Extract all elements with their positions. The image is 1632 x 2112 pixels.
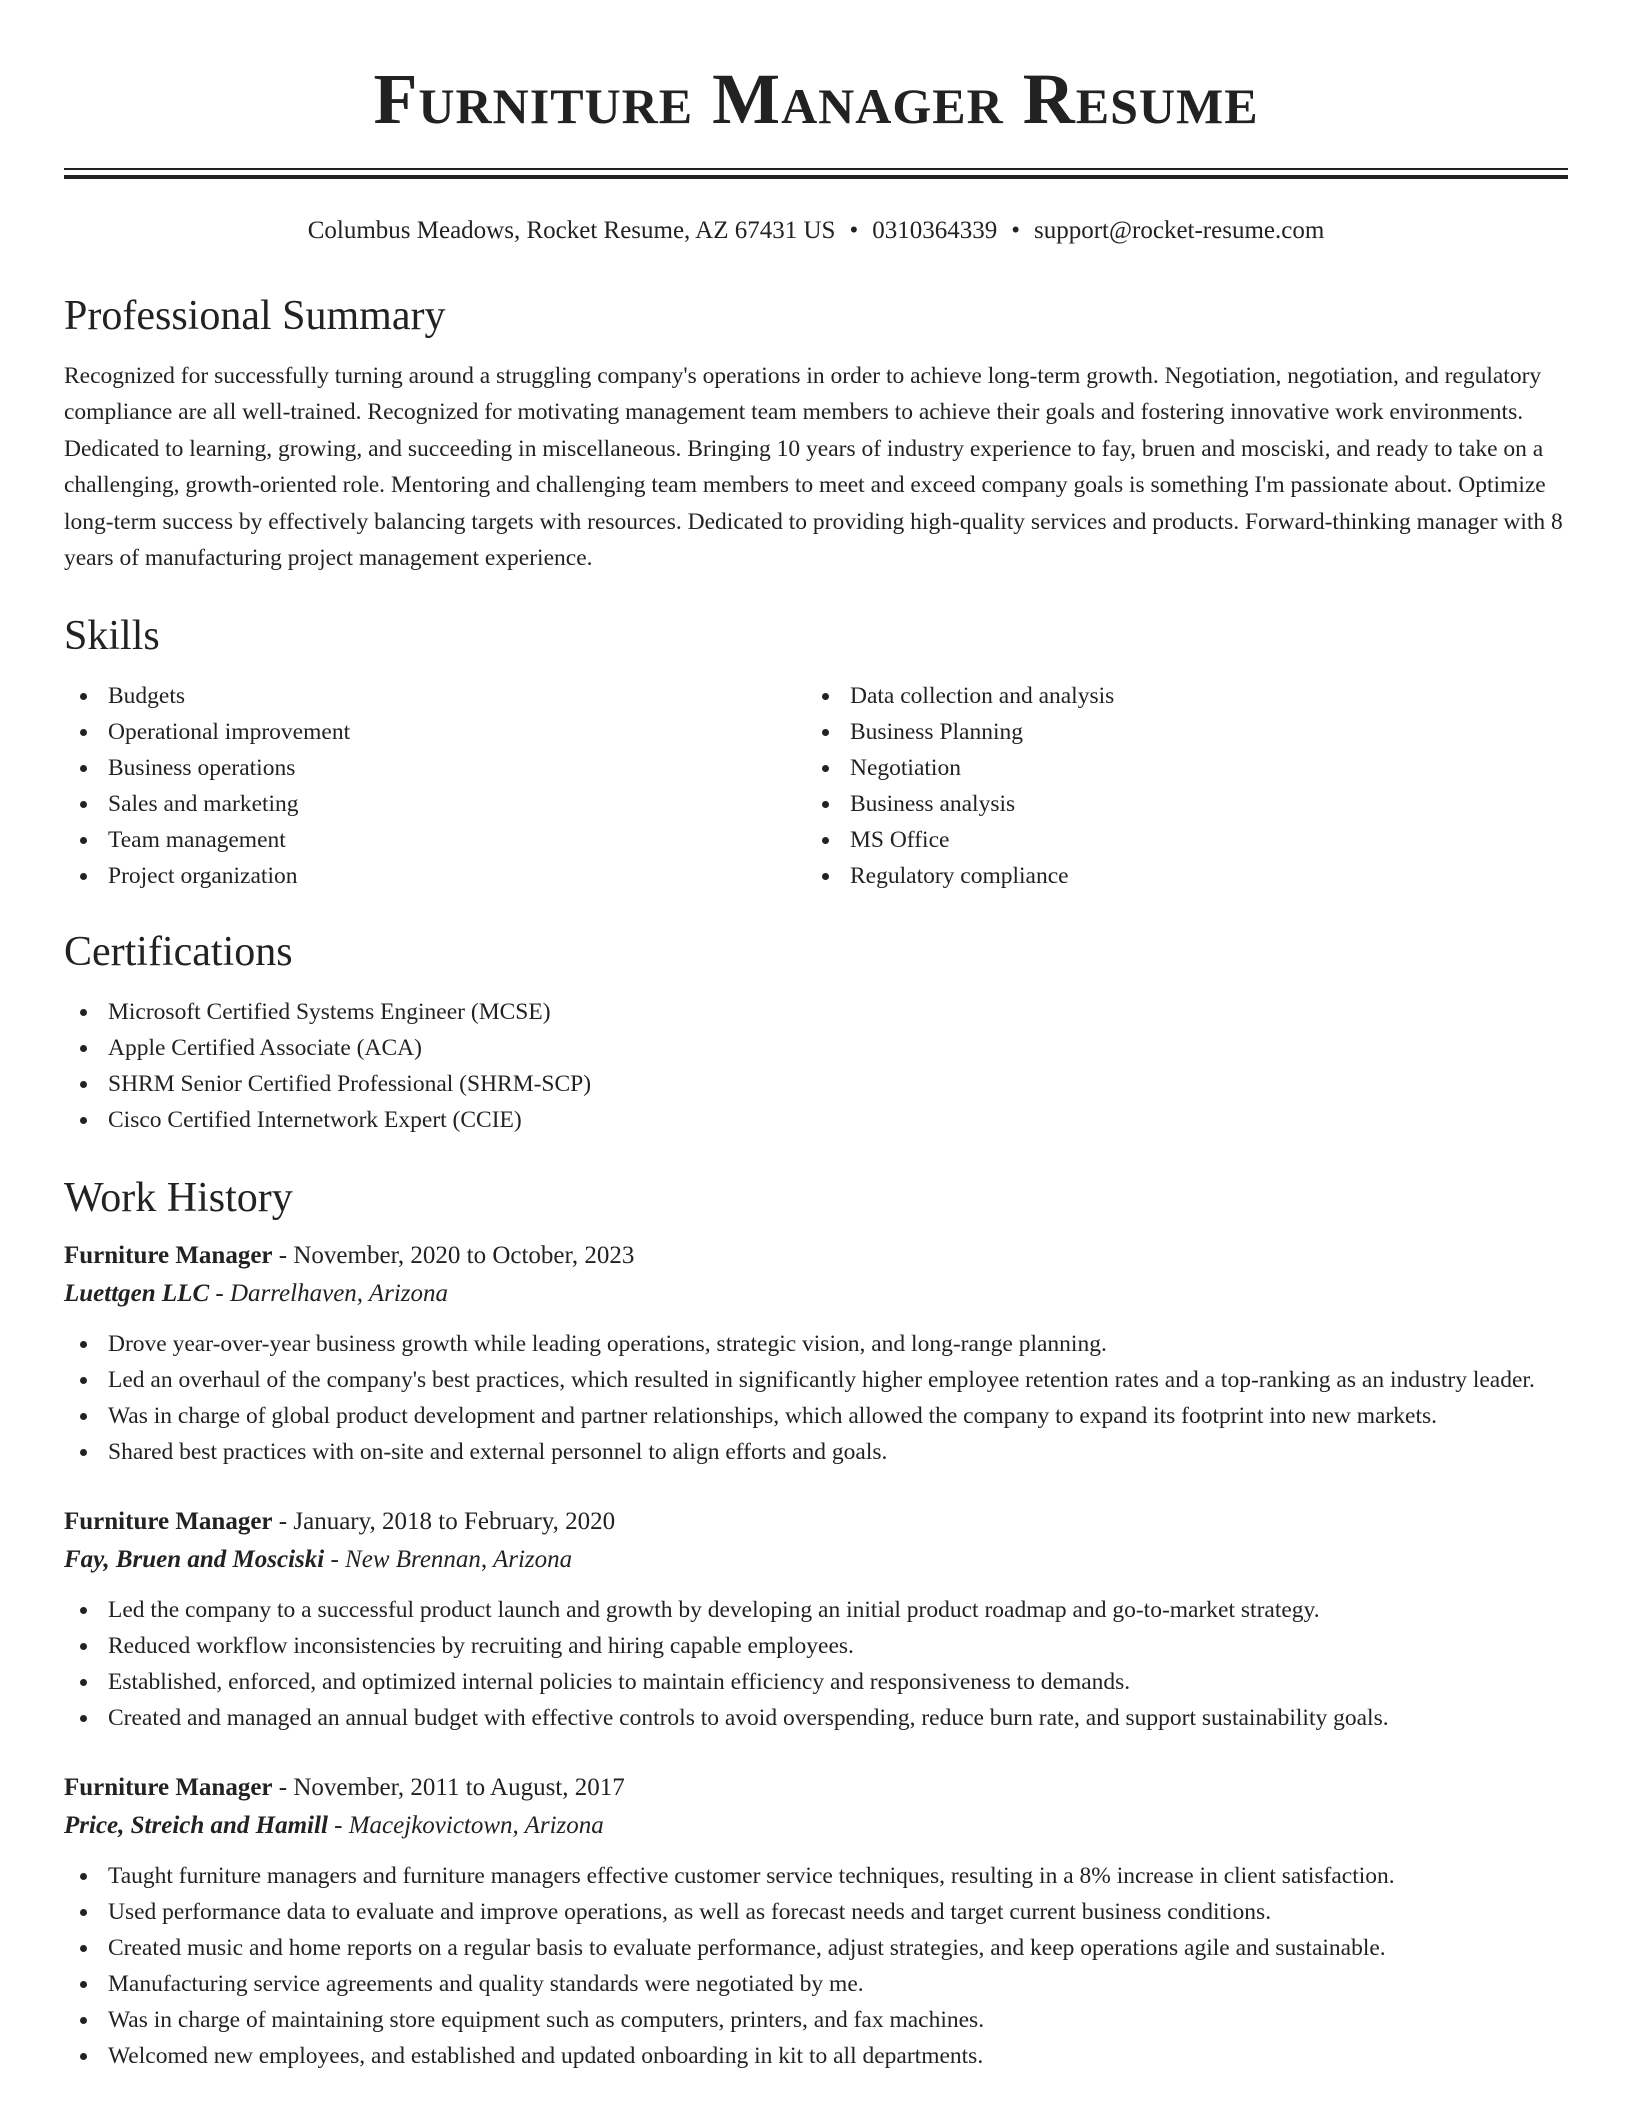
skill-item: Business analysis: [806, 786, 1548, 822]
certifications-section: [64, 926, 1568, 1138]
job-bullets: [64, 1326, 1568, 1470]
contact-separator: •: [849, 217, 859, 244]
job-bullet: Manufacturing service agreements and quality standards were negotiated by me.: [64, 1966, 1568, 2002]
skill-item: Project organization: [64, 858, 806, 894]
summary-section: [64, 290, 1568, 576]
company-line: [64, 1806, 1568, 1846]
skill-item: Operational improvement: [64, 714, 806, 750]
skill-item: Business operations: [64, 750, 806, 786]
contact-line: [64, 214, 1568, 248]
certification-item: SHRM Senior Certified Professional (SHRM-SCP): [64, 1066, 1568, 1102]
job-bullet: Established, enforced, and optimized internal policies to maintain efficiency and responsiveness to demands.: [64, 1664, 1568, 1700]
contact-address: Columbus Meadows, Rocket Resume, AZ 67431 US: [307, 217, 836, 244]
company-name: Fay, Bruen and Mosciski: [64, 1546, 325, 1573]
job-bullet: Led an overhaul of the company's best practices, which resulted in significantly higher employee retention rates and a top-ranking as an industry leader.: [64, 1362, 1568, 1398]
job-dates: - November, 2011 to August, 2017: [272, 1774, 625, 1801]
section-heading-skills: Skills: [64, 613, 160, 659]
company-location: - Darrelhaven, Arizona: [209, 1280, 449, 1307]
job-bullets: [64, 1592, 1568, 1736]
job-entry: [64, 1770, 1568, 2074]
job-bullet: Created music and home reports on a regular basis to evaluate performance, adjust strategies, and keep operations agile and sustainable.: [64, 1930, 1568, 1966]
certification-item: Apple Certified Associate (ACA): [64, 1030, 1568, 1066]
company-name: Price, Streich and Hamill: [64, 1812, 328, 1839]
document-title: Furniture Manager Resume: [373, 59, 1259, 139]
skill-item: Data collection and analysis: [806, 678, 1548, 714]
summary-text: Recognized for successfully turning around a struggling company's operations in order to achieve long-term growth. Negotiation, negotiation, and regulatory compliance are all well-trained. Recognized for motivating management team members to achieve their goals and fostering innovative work environments. Dedicated to learning, growing, and succeeding in miscellaneous. Bringing 10 years of industry experience to fay, bruen and mosciski, and ready to take on a challenging, growth-oriented role. Mentoring and challenging team members to meet and exceed company goals is something I'm passionate about. Optimize long-term success by effectively balancing targets with resources. Dedicated to providing high-quality services and products. Forward-thinking manager with 8 years of manufacturing project management experience.: [64, 363, 1563, 572]
section-heading-certifications: Certifications: [64, 929, 293, 975]
job-bullet: Was in charge of global product development and partner relationships, which allowed the company to expand its footprint into new markets.: [64, 1398, 1568, 1434]
skill-item: Budgets: [64, 678, 806, 714]
job-title-line: [64, 1238, 1568, 1274]
job-bullet: Taught furniture managers and furniture managers effective customer service techniques, resulting in a 8% increase in client satisfaction.: [64, 1858, 1568, 1894]
job-bullet: Welcomed new employees, and established and updated onboarding in kit to all departments.: [64, 2038, 1568, 2074]
skill-item: Negotiation: [806, 750, 1548, 786]
job-dates: - January, 2018 to February, 2020: [272, 1508, 616, 1535]
job-bullet: Was in charge of maintaining store equipment such as computers, printers, and fax machines.: [64, 2002, 1568, 2038]
section-heading-work-history: Work History: [64, 1175, 293, 1221]
job-bullets: [64, 1858, 1568, 2074]
skills-grid: [64, 678, 1568, 894]
job-bullet: Led the company to a successful product launch and growth by developing an initial product roadmap and go-to-market strategy.: [64, 1592, 1568, 1628]
job-bullet: Shared best practices with on-site and external personnel to align efforts and goals.: [64, 1434, 1568, 1470]
company-name: Luettgen LLC: [64, 1280, 210, 1307]
certifications-list: [64, 994, 1568, 1138]
job-title-line: [64, 1770, 1568, 1806]
job-bullet: Reduced workflow inconsistencies by recruiting and hiring capable employees.: [64, 1628, 1568, 1664]
job-title: Furniture Manager: [64, 1774, 273, 1801]
skills-section: [64, 610, 1568, 894]
title-rule-thick: [64, 175, 1568, 179]
job-bullet: Used performance data to evaluate and improve operations, as well as forecast needs and target current business conditions.: [64, 1894, 1568, 1930]
skills-list-right: [806, 678, 1548, 894]
contact-email: support@rocket-resume.com: [1034, 217, 1325, 244]
company-location: - Macejkovictown, Arizona: [327, 1812, 604, 1839]
skill-item: Sales and marketing: [64, 786, 806, 822]
skill-item: Team management: [64, 822, 806, 858]
section-heading-summary: Professional Summary: [64, 293, 446, 339]
contact-separator: •: [1011, 217, 1020, 244]
title-rule-thin: [64, 168, 1568, 170]
job-entry: [64, 1238, 1568, 1470]
skill-item: Business Planning: [806, 714, 1548, 750]
skill-item: Regulatory compliance: [806, 858, 1548, 894]
job-title: Furniture Manager: [64, 1242, 273, 1269]
contact-phone: 0310364339: [872, 217, 998, 244]
job-bullet: Created and managed an annual budget with effective controls to avoid overspending, reduce burn rate, and support sustainability goals.: [64, 1700, 1568, 1736]
company-location: - New Brennan, Arizona: [324, 1546, 573, 1573]
skills-list-left: [64, 678, 806, 894]
certification-item: Microsoft Certified Systems Engineer (MCSE): [64, 994, 1568, 1030]
job-entry: [64, 1504, 1568, 1736]
certification-item: Cisco Certified Internetwork Expert (CCIE): [64, 1102, 1568, 1138]
job-title-line: [64, 1504, 1568, 1540]
work-history-section: [64, 1172, 1568, 2074]
company-line: [64, 1274, 1568, 1314]
job-dates: - November, 2020 to October, 2023: [272, 1242, 635, 1269]
skill-item: MS Office: [806, 822, 1548, 858]
company-line: [64, 1540, 1568, 1580]
job-title: Furniture Manager: [64, 1508, 273, 1535]
job-bullet: Drove year-over-year business growth while leading operations, strategic vision, and long-range planning.: [64, 1326, 1568, 1362]
